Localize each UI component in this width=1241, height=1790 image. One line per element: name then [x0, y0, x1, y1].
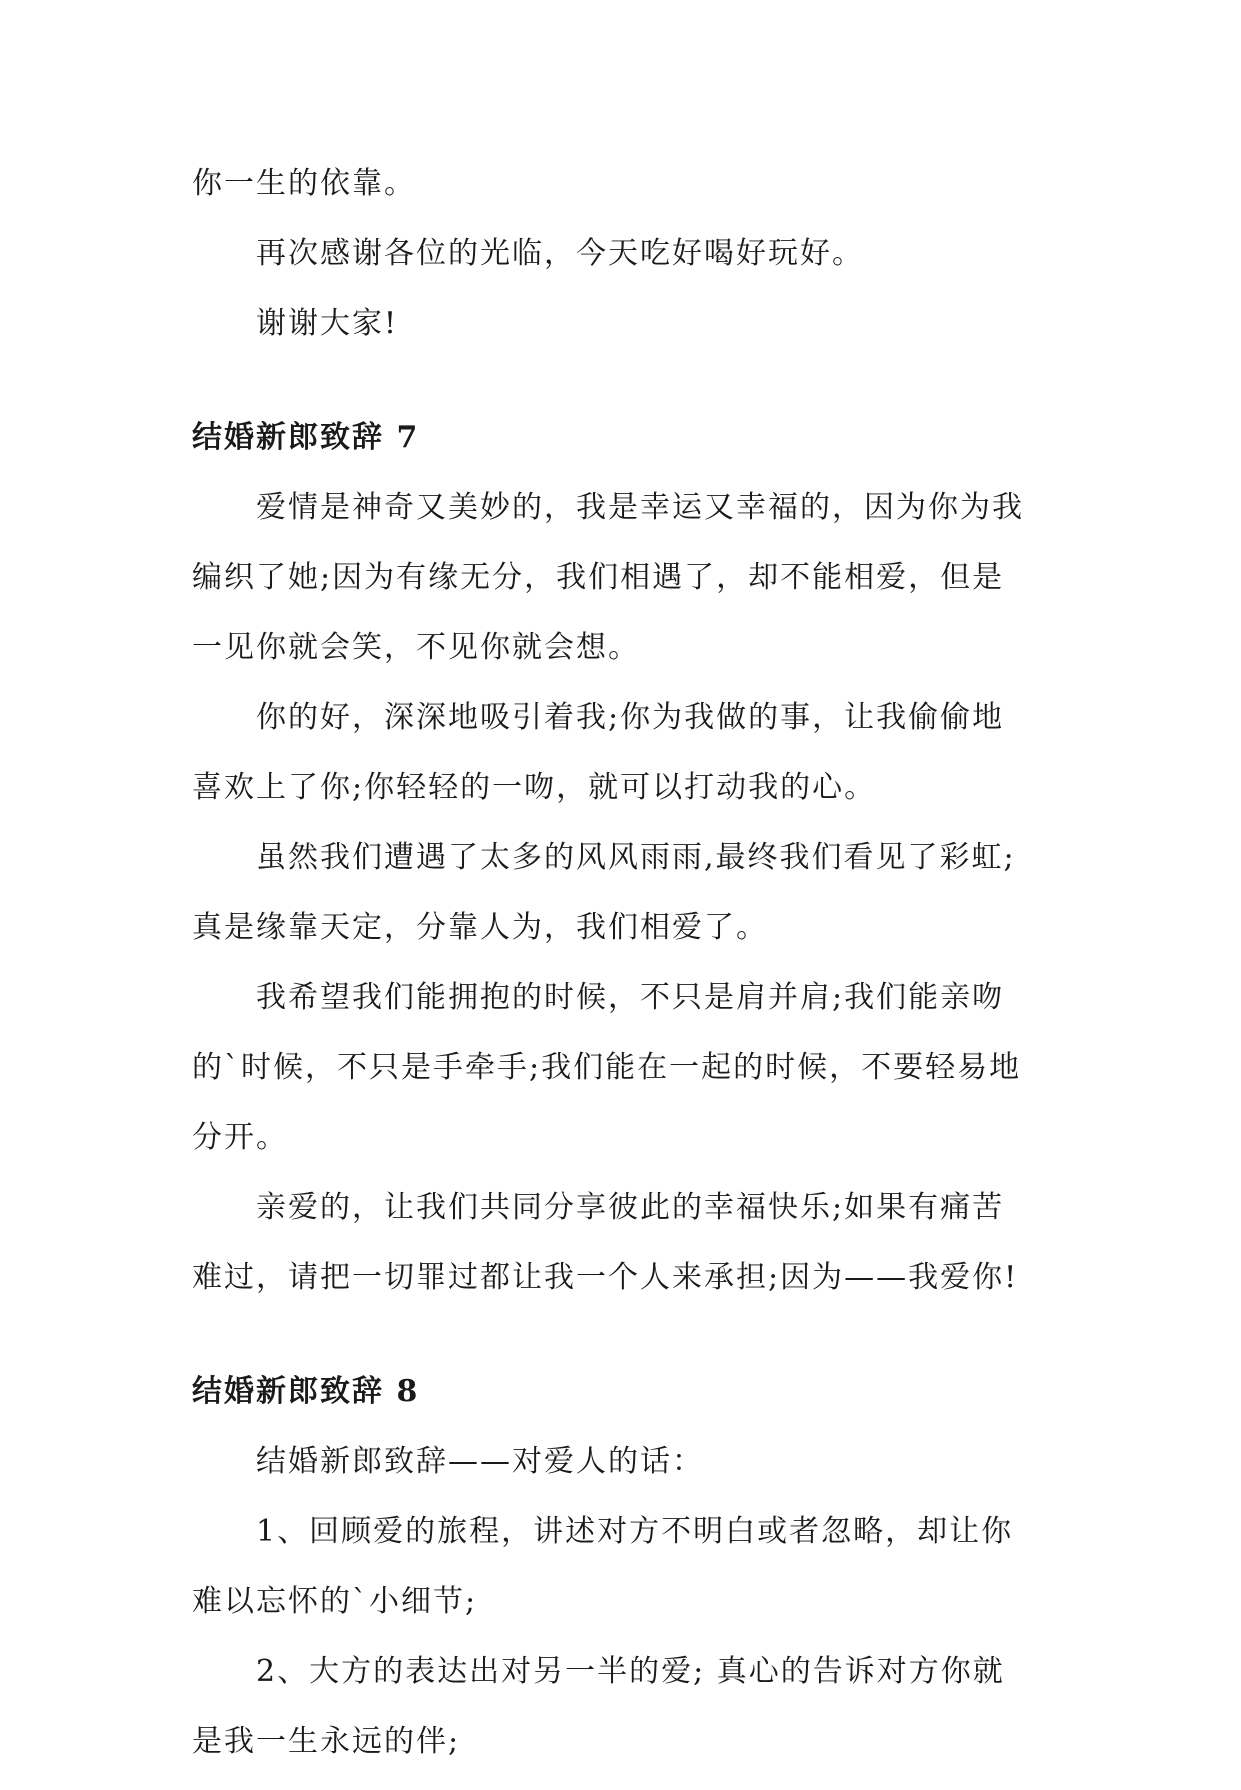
section8-paragraph-1: [192, 1440, 1062, 1484]
section-heading-8: 结婚新郎致辞 8: [192, 1374, 420, 1409]
text-line: 爱情是神奇又美妙的，我是幸运又幸福的，因为你为我: [256, 490, 1024, 525]
document-body: [192, 162, 1062, 1790]
text-line: 真是缘靠天定，分靠人为，我们相爱了。: [192, 910, 768, 945]
text-line: 的`时候，不只是手牵手;我们能在一起的时候，不要轻易地: [192, 1050, 1022, 1085]
text-line: 再次感谢各位的光临，今天吃好喝好玩好。: [256, 236, 864, 271]
section-spacer: [192, 1326, 1062, 1370]
text-line: 分开。: [192, 1120, 288, 1155]
section7-paragraph-3: [192, 836, 1062, 950]
section-spacer: [192, 372, 1062, 416]
text-line: 2、大方的表达出对另一半的爱; 真心的告诉对方你就: [256, 1654, 1005, 1689]
section7-paragraph-2: [192, 696, 1062, 810]
text-line: 难过，请把一切罪过都让我一个人来承担;因为——我爱你!: [192, 1260, 1019, 1295]
section7-paragraph-5: [192, 1186, 1062, 1300]
section8-paragraph-2: [192, 1510, 1062, 1624]
text-line: 难以忘怀的`小细节;: [192, 1584, 478, 1619]
text-line: 亲爱的，让我们共同分享彼此的幸福快乐;如果有痛苦: [256, 1190, 1005, 1225]
text-line: 你的好，深深地吸引着我;你为我做的事，让我偷偷地: [256, 700, 1005, 735]
intro-paragraph-2: [192, 232, 1062, 276]
text-line: 是我一生永远的伴;: [192, 1724, 461, 1759]
intro-paragraph-3: [192, 302, 1062, 346]
text-line: 虽然我们遭遇了太多的风风雨雨,最终我们看见了彩虹;: [256, 840, 1016, 875]
text-line: 喜欢上了你;你轻轻的一吻，就可以打动我的心。: [192, 770, 877, 805]
section-heading-7: 结婚新郎致辞 7: [192, 420, 420, 455]
text-line: 我希望我们能拥抱的时候，不只是肩并肩;我们能亲吻: [256, 980, 1005, 1015]
intro-paragraph-1: [192, 162, 1062, 206]
text-line: 编织了她;因为有缘无分，我们相遇了，却不能相爱，但是: [192, 560, 1005, 595]
section8-paragraph-3: [192, 1650, 1062, 1764]
section7-paragraph-4: [192, 976, 1062, 1160]
text-line: 你一生的依靠。: [192, 166, 416, 201]
text-line: 1、回顾爱的旅程，讲述对方不明白或者忽略，却让你: [256, 1514, 1014, 1549]
text-line: 谢谢大家!: [256, 306, 399, 341]
text-line: 一见你就会笑，不见你就会想。: [192, 630, 640, 665]
text-line: 结婚新郎致辞——对爱人的话：: [256, 1444, 704, 1479]
section7-paragraph-1: [192, 486, 1062, 670]
